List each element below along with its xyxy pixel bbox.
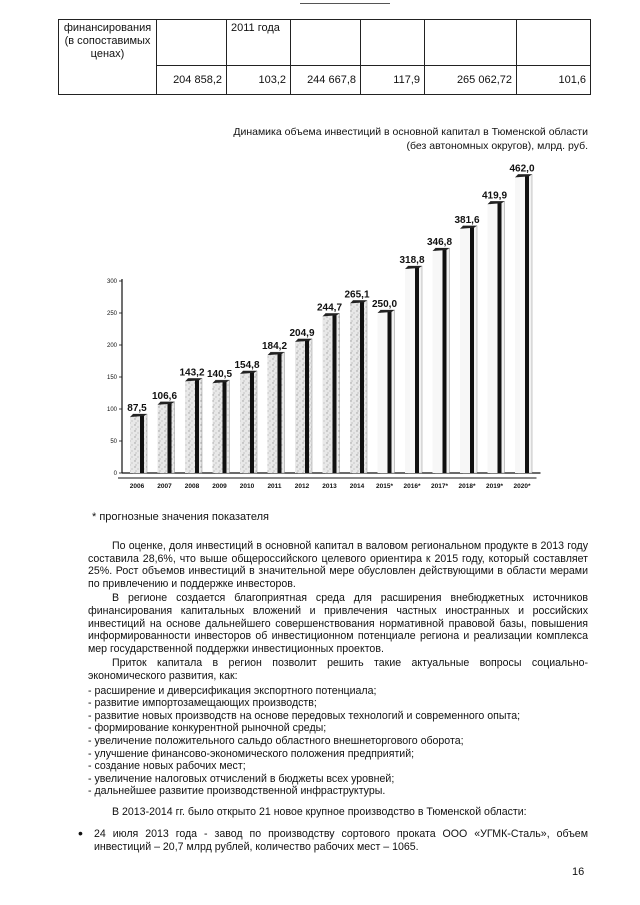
bar-side [250, 372, 254, 473]
bullet-text: 24 июля 2013 года - завод по производству сортового проката ООО «УГМК-Сталь», объем инвестиций – 20,7 млрд рублей, количество рабочих мест – 1065. [94, 828, 588, 853]
caption-line: (без автономных округов), млрд. руб. [406, 140, 588, 152]
year-header-cell [227, 20, 291, 66]
financing-table [58, 19, 591, 95]
bar-value-label: 87,5 [127, 403, 147, 414]
bar-face [433, 251, 443, 473]
table-cell [291, 20, 361, 66]
y-tick-label: 300 [106, 279, 117, 285]
list-item: - дальнейшее развитие производственной инфраструктуры. [88, 785, 386, 798]
bar-side [525, 175, 529, 473]
row-label: финансирования (в сопоставимых ценах) [63, 22, 152, 60]
bar-value-label: 154,8 [234, 359, 260, 371]
bar-value-label: 250,0 [371, 299, 398, 310]
bar-value-label: 381,6 [454, 214, 480, 226]
bar-face [130, 417, 140, 473]
bar-value-label: 265,1 [344, 289, 370, 301]
x-tick-label: 2012 [294, 483, 310, 490]
bar-face [488, 204, 498, 473]
bar [405, 266, 422, 473]
page-number: 16 [572, 866, 585, 878]
paragraph: По оценке, доля инвестиций в основной капитал в валовом региональном продукте в 2013 году составила 28,6%, что выше общероссийского целевого ориентира к 2015 году, который составляет 25%. Рост объемов инвестиций в значительной мере обусловлен действующими в области мерами по привлечению и поддержке инвесторов. [88, 540, 588, 590]
list-item: - улучшение финансово-экономического положения предприятий; [88, 747, 415, 760]
bar [130, 414, 147, 473]
bar-value-label: 244,7 [316, 302, 343, 314]
table-cell: 204 858,2 [157, 66, 227, 95]
bar-face [185, 381, 195, 473]
bar-face [350, 303, 360, 473]
bar-value-label: 419,9 [481, 190, 508, 202]
bar [213, 380, 230, 473]
table-cell [157, 20, 227, 66]
forecast-footnote: * прогнозные значения показателя [92, 511, 269, 523]
x-tick-label: 2007 [157, 483, 172, 490]
bar-value-label: 462,0 [509, 163, 535, 175]
table-cell: 103,2 [227, 66, 291, 95]
list-item: - формирование конкурентной рыночной среды; [88, 722, 327, 735]
paragraph: Приток капитала в регион позволит решить такие актуальные вопросы социально-экономического развития, как: [88, 657, 588, 682]
x-tick-label: 2008 [184, 483, 200, 490]
y-tick-label: 150 [106, 375, 117, 381]
bar-value-label: 143,2 [179, 367, 205, 379]
y-tick-label: 50 [110, 439, 117, 445]
list-item: - создание новых рабочих мест; [88, 760, 246, 773]
list-item: - увеличение положительного сальдо областного внешнеторгового оборота; [88, 734, 464, 747]
bar-side [443, 249, 447, 473]
bar-side [470, 227, 474, 473]
x-tick-label: 2014 [349, 483, 365, 490]
y-tick-label: 100 [106, 407, 117, 413]
bar-face [268, 355, 278, 473]
bar [488, 201, 505, 473]
table-cell: 265 062,72 [425, 66, 517, 95]
bar [515, 174, 532, 473]
paragraph: В регионе создается благоприятная среда для расширения внебюджетных источников финансирования капитальных вложений и привлечения частных иностранных и российских инвестиций на основе дальнейшего совершенствования нормативной правовой базы, повышения информированности инвесторов об инвестиционном потенциале региона и реализации комплекса мер государственной поддержки инвестиционных проектов. [88, 592, 588, 655]
bullet-item [78, 825, 588, 854]
bar-side [333, 314, 337, 473]
bar-side [360, 301, 364, 473]
bar [185, 378, 202, 473]
bar [240, 371, 257, 473]
bar-value-label: 346,8 [426, 237, 453, 249]
bar-side [305, 340, 309, 473]
bullet-dot: • [78, 825, 83, 841]
list-item: - развитие новых производств на основе передовых технологий и современного опыта; [88, 709, 521, 722]
bar-face [405, 269, 415, 473]
bar [350, 300, 367, 473]
table-cell: 101,6 [517, 66, 591, 95]
row-label-cell [59, 20, 157, 95]
bar [158, 402, 175, 473]
chart-caption [200, 125, 588, 153]
bar-side [388, 311, 392, 473]
table-cell: 244 667,8 [291, 66, 361, 95]
bar-side [168, 403, 172, 473]
table-cell: 117,9 [361, 66, 425, 95]
x-tick-label: 2015* [376, 483, 393, 490]
bar-face [515, 177, 525, 473]
list-item: - увеличение налоговых отчислений в бюджеты всех уровней; [88, 772, 395, 785]
bar-face [240, 374, 250, 473]
bar [460, 226, 477, 473]
table-cell [517, 20, 591, 66]
top-rule [300, 3, 390, 4]
investment-bar-chart [92, 163, 537, 503]
paragraph: В 2013-2014 гг. было открыто 21 новое крупное производство в Тюменской области: [112, 806, 527, 818]
caption-line: Динамика объема инвестиций в основной капитал в Тюменской области [233, 126, 588, 138]
bar-value-label: 140,5 [206, 369, 233, 381]
table-cell [425, 20, 517, 66]
bar-face [295, 342, 305, 473]
bar-side [223, 381, 227, 473]
list-item: - развитие импортозамещающих производств; [88, 697, 317, 710]
x-tick-label: 2013 [322, 483, 337, 490]
bar [323, 313, 340, 473]
x-tick-label: 2009 [212, 483, 227, 490]
x-tick-label: 2006 [129, 483, 145, 490]
table-row [59, 20, 591, 66]
bar [433, 248, 450, 473]
bar-value-label: 318,8 [399, 254, 425, 266]
y-tick-label: 0 [113, 471, 117, 477]
x-tick-label: 2020* [513, 483, 531, 490]
y-tick-label: 250 [106, 311, 117, 317]
bar-face [378, 313, 388, 473]
bar-value-label: 106,6 [151, 390, 178, 402]
list-item: - расширение и диверсификация экспортного потенциала; [88, 684, 377, 697]
bar-face [213, 383, 223, 473]
bar-face [460, 229, 470, 473]
bar [295, 339, 312, 473]
bar-value-label: 184,2 [261, 341, 288, 353]
x-tick-label: 2019* [486, 483, 503, 490]
x-tick-label: 2011 [267, 483, 282, 490]
x-tick-label: 2016* [403, 483, 421, 490]
bar [378, 310, 395, 473]
bar-side [140, 415, 144, 473]
bar-side [498, 202, 502, 473]
bar-side [278, 353, 282, 473]
bar-side [195, 379, 199, 473]
x-tick-label: 2018* [458, 483, 476, 490]
bar-value-label: 204,9 [289, 327, 315, 339]
year-header: 2011 года [231, 22, 280, 34]
table-cell [361, 20, 425, 66]
bar-side [415, 267, 419, 473]
body-text [88, 540, 588, 798]
y-tick-label: 200 [106, 343, 117, 349]
x-tick-label: 2010 [239, 483, 255, 490]
x-tick-label: 2017* [431, 483, 448, 490]
bar-face [158, 405, 168, 473]
goals-list [88, 685, 588, 798]
bar [268, 352, 285, 473]
bar-face [323, 316, 333, 473]
